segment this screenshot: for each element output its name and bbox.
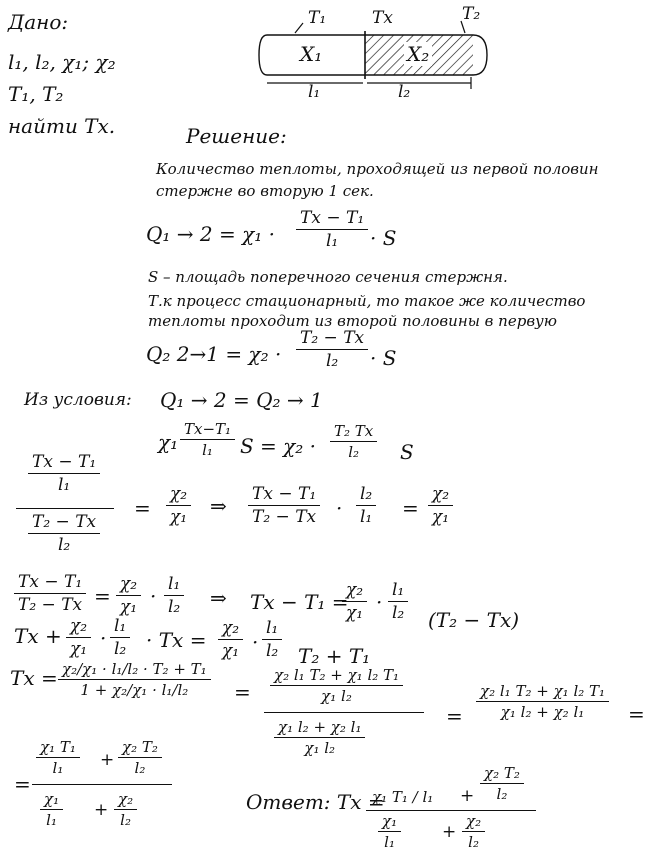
conditions-label: Из условия: — [24, 390, 132, 410]
step3-mid-bottom-num: χ₁ l₂ + χ₂ l₁ — [278, 718, 362, 736]
step2a-f1 — [116, 574, 141, 617]
step3-eq2: = — [446, 704, 463, 728]
step1-frac4-den: χ₁ — [432, 507, 450, 527]
solution-text1: Количество теплоты, проходящей из первой половин — [156, 160, 599, 178]
step3-big-num: χ₂/χ₁ · l₁/l₂ · T₂ + T₁ — [62, 660, 207, 678]
step3-right-den: χ₁ l₂ + χ₂ l₁ — [500, 703, 585, 721]
step4-plus1: + — [100, 750, 115, 770]
step2b-f2-num: l₁ — [392, 580, 405, 600]
answer-num-plus: + — [460, 786, 475, 806]
step1-ratio — [166, 484, 191, 527]
diagram-label-x2: X₂ — [404, 42, 432, 66]
step2a-f1-den: χ₁ — [120, 597, 138, 617]
step1-eq2: = — [402, 496, 419, 520]
step2a-frac — [14, 572, 86, 615]
step4-d1-num: χ₁ — [44, 790, 60, 808]
step2a-num: Tx − T₁ — [18, 572, 83, 592]
step3-mid-top-num: χ₂ l₁ T₂ + χ₁ l₂ T₁ — [274, 666, 400, 684]
answer-den-b-num: χ₂ — [466, 812, 482, 830]
answer-num-b-den: l₂ — [496, 785, 508, 803]
step3-mid-bar — [264, 712, 424, 713]
solution-text4: теплоты проходит из второй половины в первую — [148, 312, 557, 330]
given-line1: l₁, l₂, χ₁; χ₂ — [8, 50, 116, 74]
step2b-f2 — [388, 580, 408, 623]
step2a-arrow: ⇒ — [210, 586, 227, 610]
conditions-eq2-lhs: χ₁ — [158, 430, 179, 454]
step1-eq: = — [134, 496, 151, 520]
step4-plus2: + — [94, 800, 109, 820]
step1-ratio-den: χ₁ — [170, 507, 188, 527]
step2c-f2-den: l₂ — [114, 639, 127, 659]
answer-den-a — [378, 812, 401, 851]
step1-frac2 — [248, 484, 320, 527]
eq-q12-tail: · S — [370, 226, 397, 250]
step1-main-bar — [16, 508, 114, 509]
diagram-label-l1: l₁ — [308, 82, 321, 102]
step4-n1-num: χ₁ T₁ — [40, 738, 76, 756]
conditions-frac2 — [330, 422, 377, 461]
conditions-eq2-tail: S — [400, 440, 414, 464]
solution-heading: Решение: — [186, 124, 287, 148]
step1-frac3-num: l₂ — [360, 484, 373, 504]
answer-den-b — [462, 812, 485, 851]
step2c-dot: · — [100, 626, 107, 650]
step4-n2 — [118, 738, 162, 777]
step3-eq1: = — [234, 680, 251, 704]
step4-d2-den: l₂ — [120, 811, 131, 829]
step2c-lhs: Tx + — [14, 624, 62, 648]
step3-mid-top-den: χ₁ l₂ — [321, 687, 352, 705]
eq-q21-den: l₂ — [325, 351, 339, 371]
step1-bottom-den: l₂ — [57, 535, 71, 555]
diagram-label-t2: T₂ — [462, 4, 481, 24]
step3-right-frac — [476, 682, 609, 721]
step2a-dot: · — [150, 584, 157, 608]
step2a-den: T₂ − Tx — [18, 595, 83, 615]
step1-top-den: l₁ — [57, 475, 71, 495]
leader-t1 — [295, 23, 303, 33]
step3-eq3: = — [628, 702, 645, 726]
step2a-f1-num: χ₂ — [120, 574, 138, 594]
answer-den-plus: + — [442, 822, 457, 842]
step2c-f1-num: χ₂ — [70, 616, 88, 636]
step4-main-bar — [32, 784, 172, 785]
answer-den-a-den: l₁ — [384, 833, 395, 851]
step2c-f4-num: l₁ — [266, 618, 279, 638]
answer-den-b-den: l₂ — [468, 833, 479, 851]
step2c-f4 — [262, 618, 282, 661]
answer-den-a-num: χ₁ — [382, 812, 398, 830]
diagram-label-l2: l₂ — [398, 82, 411, 102]
conditions-eq2-mid: S = χ₂ · — [240, 434, 317, 458]
step1-frac3-den: l₁ — [360, 507, 373, 527]
eq-q12-num: Tx − T₁ — [300, 208, 365, 228]
step1-bottom-num: T₂ − Tx — [32, 512, 97, 532]
step4-n1 — [36, 738, 80, 777]
step2a-f2 — [164, 574, 184, 617]
step1-top-frac — [28, 452, 100, 495]
diagram-label-x1: X₁ — [300, 42, 323, 66]
eq-q21-num: T₂ − Tx — [300, 328, 365, 348]
step2c-f2-num: l₁ — [114, 616, 127, 636]
step2c-mid: · Tx = — [146, 628, 207, 652]
given-line2: T₁, T₂ — [8, 82, 64, 106]
conditions-frac1 — [180, 420, 235, 459]
eq-q21-tail: · S — [370, 346, 397, 370]
solution-text3: Т.к процесс стационарный, то такое же количество — [148, 292, 586, 310]
diagram-label-tx: Tx — [372, 8, 393, 28]
step2c-f3-den: χ₁ — [222, 641, 240, 661]
step2b-lhs: Tx − T₁ = — [250, 590, 349, 614]
eq-q21-lhs: Q₂ 2→1 = χ₂ · — [146, 342, 282, 366]
step1-frac4-num: χ₂ — [432, 484, 450, 504]
step1-frac4 — [428, 484, 453, 527]
step2b-f1-den: χ₁ — [346, 603, 364, 623]
s-definition: S – площадь поперечного сечения стержня. — [148, 268, 508, 286]
eq-q21-frac — [296, 328, 368, 371]
step2c-f1 — [66, 616, 91, 659]
step4-n2-den: l₂ — [134, 759, 146, 777]
step1-dot: · — [336, 496, 343, 520]
step3-big-den: 1 + χ₂/χ₁ · l₁/l₂ — [80, 681, 189, 699]
step1-frac3 — [356, 484, 376, 527]
conditions-frac1-den: l₁ — [202, 441, 213, 459]
step4-d1 — [40, 790, 63, 829]
step2a-eq: = — [94, 584, 111, 608]
eq-q12-lhs: Q₁ → 2 = χ₁ · — [146, 222, 275, 246]
find-line: найти Tx. — [8, 114, 116, 138]
step1-bottom-frac — [28, 512, 100, 555]
step1-top-num: Tx − T₁ — [32, 452, 97, 472]
conditions-frac1-num: Tx−T₁ — [184, 420, 232, 438]
conditions-frac2-num: T₂ Tx — [334, 422, 374, 440]
answer-label: Ответ: Tx = — [246, 790, 385, 814]
step2a-f2-den: l₂ — [168, 597, 181, 617]
eq-q12-frac — [296, 208, 368, 251]
step2c-f2 — [110, 616, 130, 659]
step2c-f1-den: χ₁ — [70, 639, 88, 659]
answer-num-b-num: χ₂ T₂ — [484, 764, 520, 782]
step4-d2-num: χ₂ — [118, 790, 134, 808]
step1-ratio-num: χ₂ — [170, 484, 188, 504]
step4-n2-num: χ₂ T₂ — [122, 738, 158, 756]
answer-num-b — [480, 764, 524, 803]
step2b-dot: · — [376, 590, 383, 614]
solution-text2: стержне во вторую 1 сек. — [156, 182, 374, 200]
step2c-tail: T₂ + T₁ — [298, 644, 371, 668]
conditions-frac2-den: l₂ — [348, 443, 360, 461]
step3-big-frac — [58, 660, 211, 699]
step4-d2 — [114, 790, 137, 829]
step2c-dot2: · — [252, 630, 259, 654]
step1-arrow: ⇒ — [210, 494, 227, 518]
step2b-tail: (T₂ − Tx) — [428, 608, 520, 632]
step2b-f1-num: χ₂ — [346, 580, 364, 600]
step4-n1-den: l₁ — [52, 759, 64, 777]
conditions-eq1: Q₁ → 2 = Q₂ → 1 — [160, 388, 323, 412]
step3-lhs: Tx = — [10, 666, 58, 690]
answer-main-bar — [366, 810, 536, 811]
step1-frac2-den: T₂ − Tx — [252, 507, 317, 527]
step3-mid-bottom-den: χ₁ l₂ — [304, 739, 336, 757]
step1-frac2-num: Tx − T₁ — [252, 484, 317, 504]
step4-d1-den: l₁ — [46, 811, 57, 829]
step4-eq: = — [14, 772, 31, 796]
given-heading: Дано: — [8, 10, 69, 34]
step3-mid-top — [270, 666, 403, 705]
step2c-f3 — [218, 618, 243, 661]
eq-q12-den: l₁ — [325, 231, 339, 251]
step2c-f3-num: χ₂ — [222, 618, 240, 638]
answer-num-a: χ₁ T₁ / l₁ — [372, 788, 434, 806]
step2b-f1 — [342, 580, 367, 623]
step2c-f4-den: l₂ — [266, 641, 279, 661]
step2a-f2-num: l₁ — [168, 574, 181, 594]
step2b-f2-den: l₂ — [392, 603, 405, 623]
step3-mid-bottom — [274, 718, 365, 757]
step3-right-num: χ₂ l₁ T₂ + χ₁ l₂ T₁ — [480, 682, 606, 700]
diagram-label-t1: T₁ — [308, 8, 327, 28]
